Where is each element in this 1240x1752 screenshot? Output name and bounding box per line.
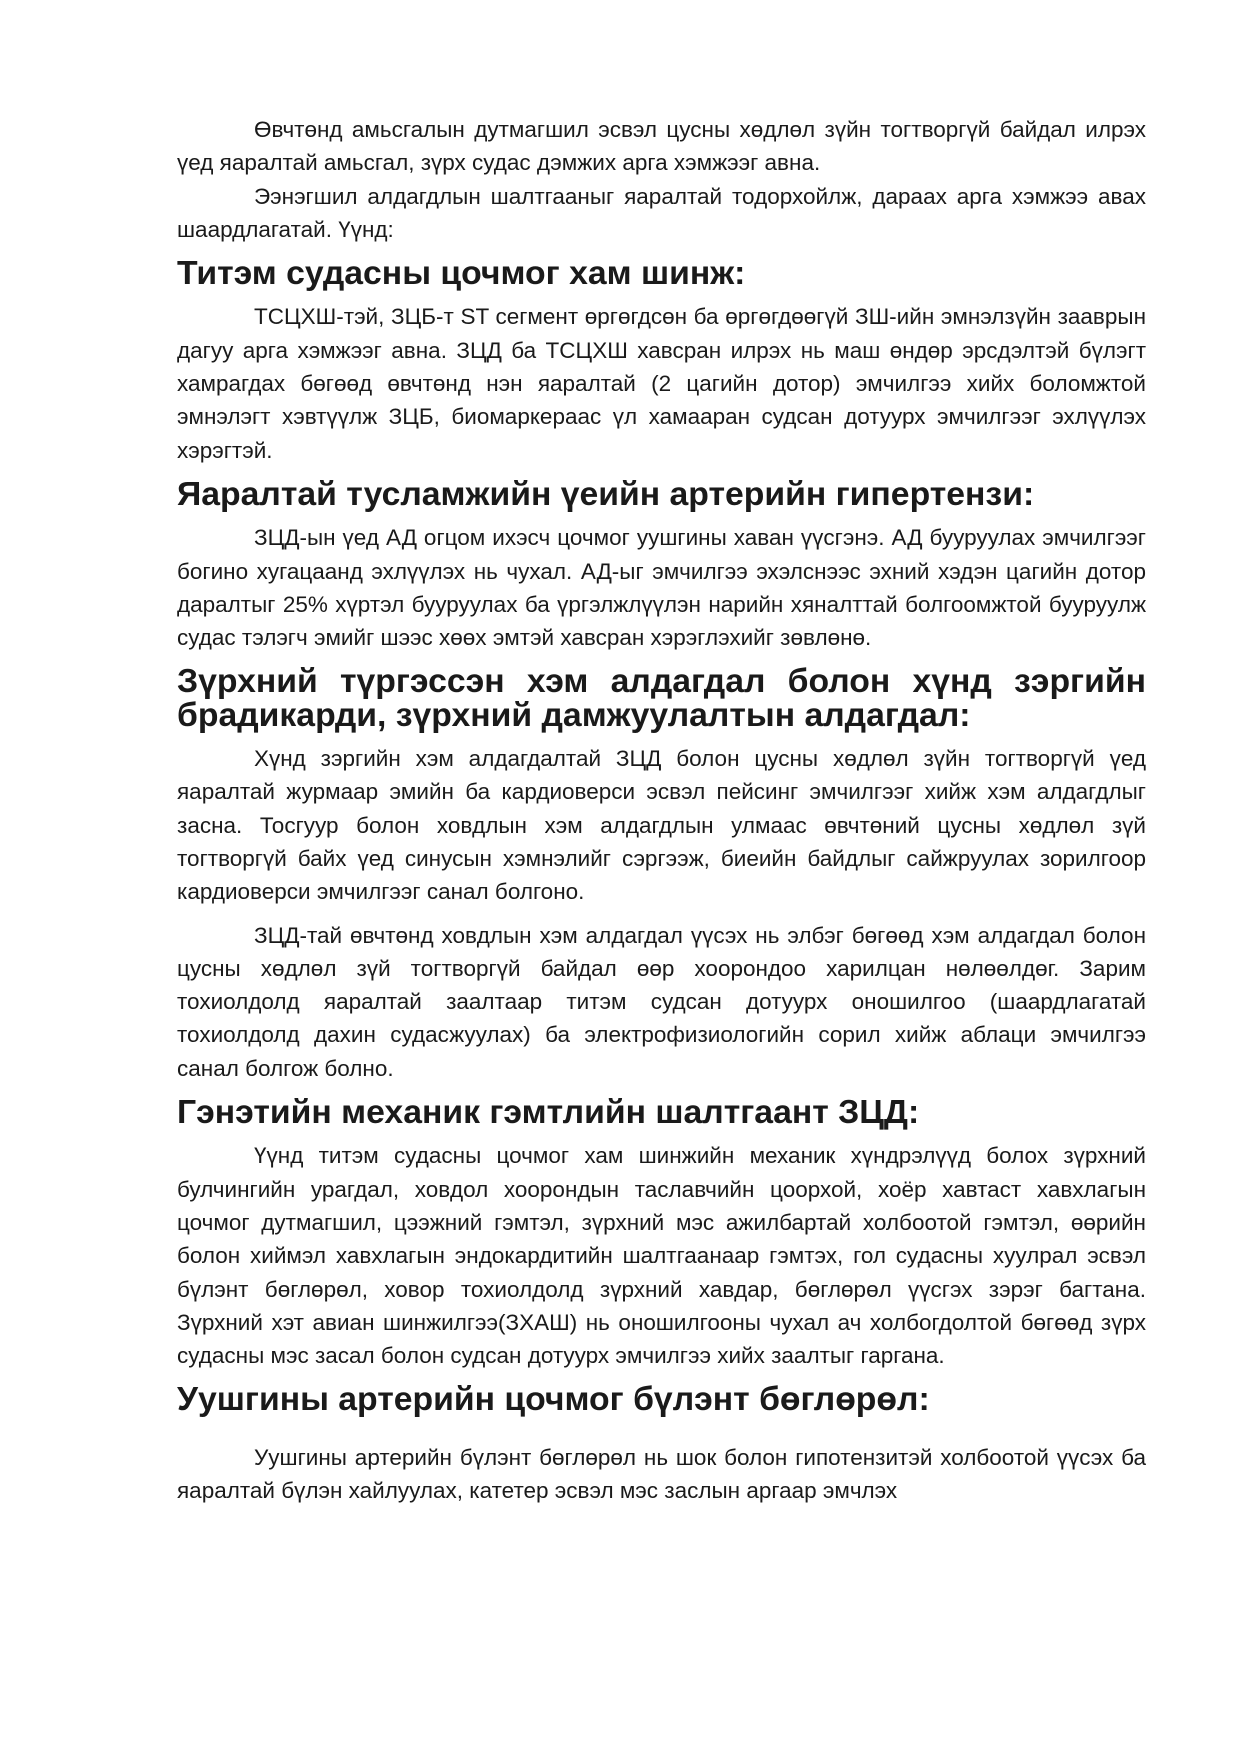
section-heading-mechanical: Гэнэтийн механик гэмтлийн шалтгаант ЗЦД: <box>177 1093 920 1132</box>
section-paragraph-pulmonary-embolism: Уушгины артерийн бүлэнт бөглөрөл нь шок болон гипотензитэй холбоотой үүсэх ба яаралтай бүлэн хайлуулах, катетер эсвэл мэс заслын аргаар эмчлэх <box>177 1444 1146 1503</box>
section-heading-arrhythmia: Зүрхний түргэссэн хэм алдагдал болон хүнд зэргийн брадикарди, зүрхний дамжуулалтын алдагдал: <box>177 662 1146 734</box>
document-page <box>177 113 1146 1507</box>
section-paragraph-hypertension: ЗЦД-ын үед АД огцом ихэсч цочмог уушгины хаван үүсгэнэ. АД бууруулах эмчилгээг богино хугацаанд эхлүүлэх нь чухал. АД-ыг эмчилгээ эхэлснээс эхний хэдэн цагийн дотор даралтыг 25% хүртэл бууруулах ба үргэлжлүүлэн нарийн хяналттай болгоомжтой бууруулж судас тэлэгч эмийг шээс хөөх эмтэй хавсран хэрэглэхийг зөвлөнө. <box>177 525 1146 651</box>
section-heading-hypertension: Яаралтай тусламжийн үеийн артерийн гипертензи: <box>177 474 1035 513</box>
section-heading-pulmonary-embolism: Уушгины артерийн цочмог бүлэнт бөглөрөл: <box>177 1380 930 1419</box>
section-paragraph-arrhythmia-1: Хүнд зэргийн хэм алдагдалтай ЗЦД болон цусны хөдлөл зүйн тогтворгүй үед яаралтай журмаар эмийн ба кардиоверси эсвэл пейсинг эмчилгээг хийж хэм алдагдлыг засна. Тосгуур болон ховдлын хэм алдагдлын улмаас өвчтөний цусны хөдлөл зүй тогтворгүй байх үед синусын хэмнэлийг сэргээж, биеийн байдлыг сайжруулах зорилгоор кардиоверси эмчилгээг санал болгоно. <box>177 746 1146 905</box>
section-heading-acs: Титэм судасны цочмог хам шинж: <box>177 254 746 293</box>
section-paragraph-mechanical: Үүнд титэм судасны цочмог хам шинжийн механик хүндрэлүүд болох зүрхний булчингийн урагдал, ховдол хоорондын таславчийн цоорхой, хоёр хавтаст хавхлагын цочмог дутмагшил, цээжний гэмтэл, зүрхний мэс ажилбартай холбоотой гэмтэл, өөрийн болон хиймэл хавхлагын эндокардитийн шалтгаанаар гэмтэх, гол судасны хуулрал эсвэл бүлэнт бөглөрөл, ховор тохиолдолд зүрхний хавдар, бөглөрөл үүсгэх зэрэг багтана. Зүрхний хэт авиан шинжилгээ(ЗХАШ) нь оношилгооны чухал ач холбогдолтой бөгөөд зүрх судасны мэс засал болон судсан дотуурх эмчилгээ хийх заалтыг гаргана. <box>177 1143 1146 1369</box>
section-paragraph-acs: ТСЦХШ-тэй, ЗЦБ-т ST сегмент өргөгдсөн ба өргөгдөөгүй ЗШ-ийн эмнэлзүйн зааврын дагуу арга хэмжээг авна. ЗЦД ба ТСЦХШ хавсран илрэх нь маш өндөр эрсдэлтэй бүлэгт хамрагдах бөгөөд өвчтөнд нэн яаралтай (2 цагийн дотор) эмчилгээ хийх боломжтой эмнэлэгт хэвтүүлж ЗЦБ, биомаркераас үл хамааран судсан дотуурх эмчилгээг эхлүүлэх хэрэгтэй. <box>177 304 1146 463</box>
intro-paragraph-1: Өвчтөнд амьсгалын дутмагшил эсвэл цусны хөдлөл зүйн тогтворгүй байдал илрэх үед яаралтай амьсгал, зүрх судас дэмжих арга хэмжээг авна. <box>177 117 1146 176</box>
intro-paragraph-2: Ээнэгшил алдагдлын шалтгааныг яаралтай тодорхойлж, дараах арга хэмжээ авах шаардлагатай. Үүнд: <box>177 183 1146 242</box>
section-paragraph-arrhythmia-2: ЗЦД-тай өвчтөнд ховдлын хэм алдагдал үүсэх нь элбэг бөгөөд хэм алдагдал болон цусны хөдлөл зүй тогтворгүй байдал өөр хоорондоо харилцан нөлөөлдөг. Зарим тохиолдолд яаралтай заалтаар титэм судсан дотуурх оношилгоо (шаардлагатай тохиолдолд дахин судасжуулах) ба электрофизиологийн сорил хийж аблаци эмчилгээ санал болгож болно. <box>177 922 1146 1081</box>
